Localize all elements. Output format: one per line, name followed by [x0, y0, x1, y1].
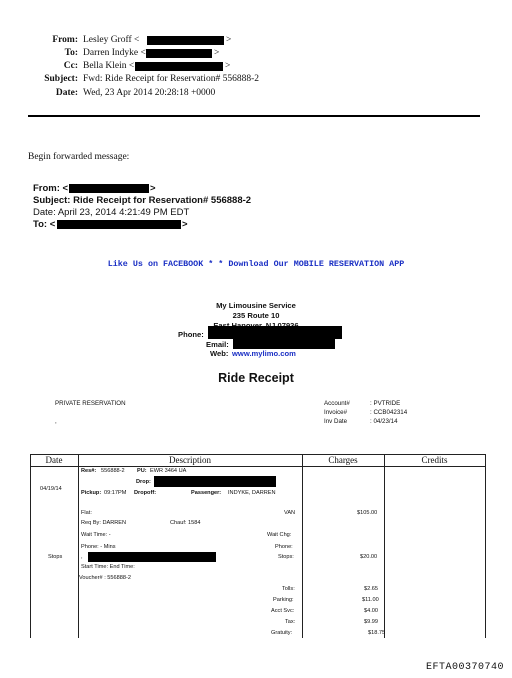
- acct-svc-charge: $4.00: [364, 608, 378, 614]
- reservation-type: PRIVATE RESERVATION: [55, 400, 126, 407]
- table-col-border: [485, 454, 486, 638]
- voucher: Voucher# : 556888-2: [79, 575, 131, 581]
- wait-time: Wait Time: -: [81, 532, 111, 538]
- subject-label: Subject:: [44, 74, 78, 84]
- pickup-value: 09:17PM: [104, 490, 127, 496]
- gratuity-label: Gratuity:: [271, 630, 293, 636]
- fwd-from-gt: >: [150, 183, 156, 194]
- col-header-date: Date: [45, 455, 63, 465]
- company-web-link[interactable]: www.mylimo.com: [232, 349, 296, 358]
- phone-mins: Phone: - Mins: [81, 544, 116, 550]
- tax-label: Tax:: [285, 619, 296, 625]
- parking-charge: $11.00: [362, 597, 379, 603]
- promo-banner[interactable]: Like Us on FACEBOOK * * Download Our MOBILE RESERVATION APP: [107, 259, 405, 269]
- fwd-to-gt: >: [182, 219, 188, 230]
- tolls-label: Tolls:: [282, 586, 295, 592]
- table-col-border: [78, 454, 79, 638]
- res-label: Res#:: [81, 468, 97, 474]
- flat-label: Flat:: [81, 510, 92, 516]
- company-web-label: Web:: [210, 349, 229, 358]
- res-value: 556888-2: [101, 468, 125, 474]
- inv-date-label: Inv Date: [324, 418, 348, 425]
- table-col-border: [384, 454, 385, 638]
- phone-label: Phone:: [275, 544, 293, 550]
- company-email-label: Email:: [206, 340, 229, 349]
- pickup-label: Pickup:: [81, 490, 102, 496]
- acct-svc-label: Acct Svc:: [271, 608, 295, 614]
- invoice-value: : CCB042314: [370, 409, 408, 416]
- start-end-time: Start Time: End Time:: [81, 564, 135, 570]
- account-label: Account#: [324, 400, 350, 407]
- row-date: 04/19/14: [40, 486, 62, 492]
- redaction: [88, 552, 216, 562]
- subject-value: Fwd: Ride Receipt for Reservation# 556888-2: [83, 74, 259, 84]
- cc-label: Cc:: [63, 61, 78, 71]
- drop-label: Drop:: [136, 479, 151, 485]
- col-header-credits: Credits: [421, 455, 448, 465]
- redaction: [208, 326, 342, 339]
- from-value: Lesley Groff <: [83, 35, 140, 45]
- company-address1: 235 Route 10: [232, 311, 280, 320]
- fwd-to: To: <: [33, 219, 56, 230]
- pu-label: PU:: [137, 468, 147, 474]
- vehicle-type: VAN: [284, 510, 296, 516]
- from-gt: >: [226, 35, 232, 45]
- tolls-charge: $2.65: [364, 586, 378, 592]
- dropoff-label: Dropoff:: [134, 490, 157, 496]
- pu-value: EWR 3464 UA: [150, 468, 187, 474]
- stops-charge: $20.00: [360, 554, 378, 560]
- company-phone-label: Phone:: [178, 330, 204, 339]
- passenger-value: INDYKE, DARREN: [228, 490, 276, 496]
- redaction: [154, 476, 276, 487]
- to-label: To:: [64, 48, 78, 58]
- redaction: [146, 49, 212, 58]
- date-label: Date:: [55, 88, 78, 98]
- invoice-label: Invoice#: [324, 409, 348, 416]
- stops-left-label: Stops: [48, 554, 63, 560]
- parking-label: Parking:: [273, 597, 294, 603]
- redaction: [147, 36, 224, 45]
- table-col-border: [302, 454, 303, 638]
- company-name: My Limousine Service: [216, 301, 296, 310]
- to-value: Darren Indyke <: [83, 48, 146, 58]
- stops-comma: ,: [81, 554, 83, 560]
- stops-label: Stops:: [278, 554, 294, 560]
- fwd-date: Date: April 23, 2014 4:21:49 PM EDT: [33, 207, 190, 218]
- redaction: [57, 220, 181, 229]
- bates-number: EFTA00370740: [425, 662, 504, 673]
- date-value: Wed, 23 Apr 2014 20:28:18 +0000: [83, 88, 216, 98]
- wait-chg-label: Wait Chg:: [267, 532, 292, 538]
- passenger-label: Passenger:: [191, 490, 222, 496]
- reservation-comma: ,: [55, 418, 57, 425]
- fwd-from: From: <: [33, 183, 69, 194]
- tax-charge: $9.99: [364, 619, 378, 625]
- from-label: From:: [52, 35, 78, 45]
- col-header-description: Description: [169, 455, 211, 465]
- redaction: [233, 339, 335, 349]
- redaction: [135, 62, 223, 71]
- chauffeur: Chauf: 1584: [170, 520, 201, 526]
- to-gt: >: [214, 48, 220, 58]
- col-header-charges: Charges: [328, 455, 358, 465]
- req-by: Req By: DARREN: [81, 520, 127, 526]
- gratuity-charge: $18.75: [368, 630, 386, 636]
- cc-value: Bella Klein <: [83, 61, 135, 71]
- inv-date-value: : 04/23/14: [370, 418, 398, 425]
- table-col-border: [30, 454, 31, 638]
- flat-charge: $105.00: [357, 510, 378, 516]
- fwd-subject: Subject: Ride Receipt for Reservation# 556888-2: [33, 195, 252, 206]
- account-value: : PVTRIDE: [370, 400, 401, 407]
- header-divider: [28, 115, 480, 117]
- table-header-border: [30, 466, 486, 467]
- receipt-title: Ride Receipt: [218, 371, 294, 385]
- forward-intro: Begin forwarded message:: [28, 152, 130, 162]
- cc-gt: >: [225, 61, 231, 71]
- redaction: [69, 184, 149, 193]
